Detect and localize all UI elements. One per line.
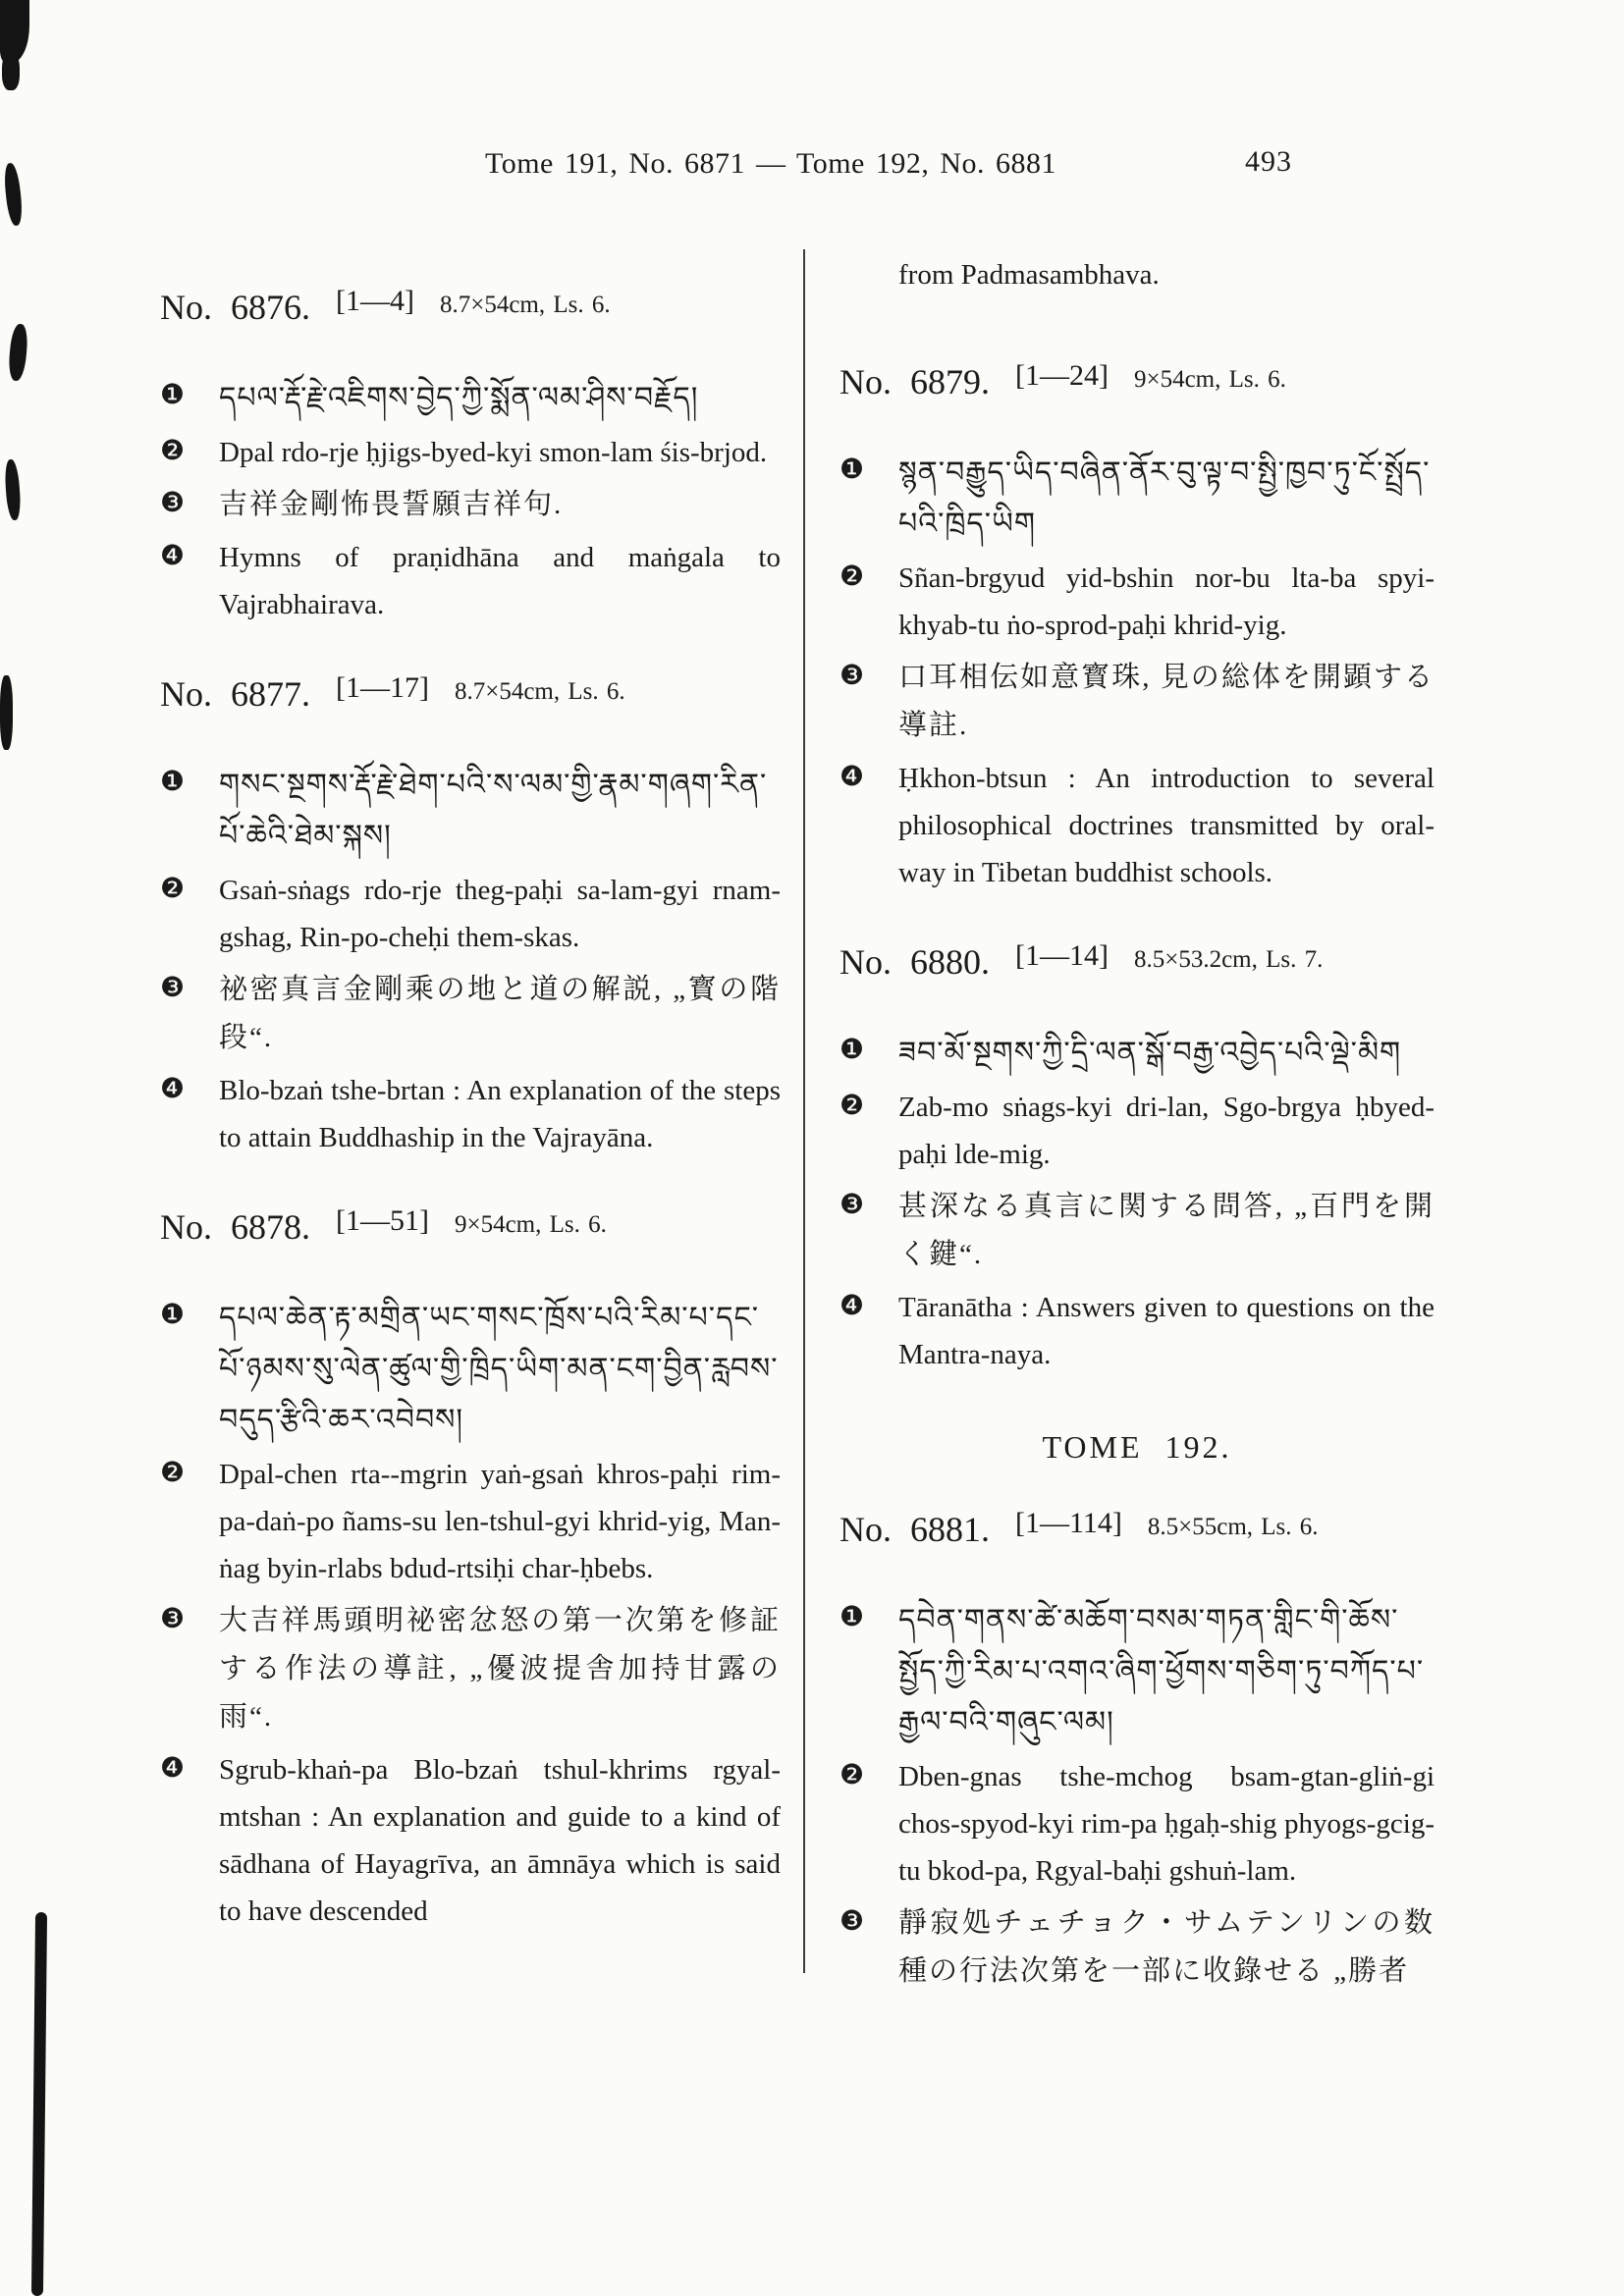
- item-number-icon: ❹: [160, 1751, 186, 1784]
- item-number-icon: ❷: [839, 1758, 865, 1790]
- item-text: Dpal rdo-rje ḥjigs-byed-kyi smon-lam śis-brjod.: [219, 437, 768, 468]
- item-number-icon: ❶: [839, 1033, 865, 1065]
- page-header-title: Tome 191, No. 6871 — Tome 192, No. 6881: [484, 147, 1057, 180]
- item-number-icon: ❹: [839, 1289, 865, 1321]
- item-text: དཔལ་ཆེན་རྟ་མགྲིན་ཡང་གསང་ཁྲོས་པའི་རིམ་པ་དང་པོ་ཉམས་སུ་ལེན་ཚུལ་གྱི་ཁྲིད་ཡིག་མན་ངག་བྱིན་རླབས་བདུད་རྩིའི་ཆར་འབེབས།: [219, 1302, 779, 1436]
- entry-number: No. 6877.: [160, 674, 310, 714]
- entry-item: [160, 867, 781, 961]
- item-number-icon: ❸: [160, 486, 186, 518]
- item-text: Dpal-chen rta--mgrin yaṅ-gsaṅ khros-paḥi rim-pa-daṅ-po ñams-su len-tshul-gyi khrid-yig, Man-ṅag byin-rlabs bdud-rtsiḥi char-ḥbebs.: [219, 1459, 781, 1584]
- item-text: 靜寂処チェチョク・サムテンリンの数種の行法次第を一部に收錄せる „勝者: [898, 1907, 1435, 1987]
- column-divider: [803, 249, 805, 1973]
- entry-item: [160, 1597, 781, 1741]
- entry-header: [839, 1509, 1435, 1550]
- entry-item: [160, 1746, 781, 1935]
- page-number: 493: [1245, 145, 1292, 178]
- entry-item: [839, 1084, 1435, 1178]
- entry-size: 8.7×54cm, Ls. 6.: [439, 292, 611, 318]
- entry-item: [160, 966, 781, 1062]
- item-text: དཔལ་རྡོ་རྗེ་འཇིགས་བྱེད་ཀྱི་སྨོན་ལམ་ཤིས་བརྗོད།: [219, 382, 699, 414]
- entry-item: [160, 534, 781, 628]
- entry-leaf-range: [1—4]: [336, 285, 414, 317]
- item-number-icon: ❶: [160, 765, 186, 797]
- binding-mark: [4, 459, 22, 521]
- item-text: Dben-gnas tshe-mchog bsam-gtan-gliṅ-gi chos-spyod-kyi rim-pa ḥgaḥ-shig phyogs-gcig-tu bkod-pa, Rgyal-baḥi gshuṅ-lam.: [898, 1761, 1435, 1887]
- catalog-entry: [839, 1509, 1435, 1996]
- item-number-icon: ❶: [160, 378, 186, 410]
- entry-size: 8.5×55cm, Ls. 6.: [1147, 1514, 1319, 1540]
- item-number-icon: ❶: [160, 1298, 186, 1330]
- entry-items: [839, 448, 1435, 896]
- item-text: སྙན་བརྒྱུད་ཡིད་བཞིན་ནོར་བུ་ལྟ་བ་སྤྱི་ཁྱབ་ཏུ་ངོ་སྤྲོད་པའི་ཁྲིད་ཡིག: [898, 456, 1431, 540]
- entry-number: No. 6881.: [839, 1510, 990, 1549]
- tome-heading: TOME 192.: [1042, 1429, 1232, 1465]
- entry-item: [160, 481, 781, 529]
- entry-size: 9×54cm, Ls. 6.: [1133, 366, 1286, 393]
- entry-item: [160, 1451, 781, 1592]
- binding-mark: [8, 323, 29, 381]
- entry-item: [160, 373, 781, 424]
- entry-leaf-range: [1—114]: [1015, 1507, 1122, 1539]
- catalog-entry: [839, 941, 1435, 1378]
- entry-header: [160, 1206, 781, 1248]
- entry-items: [160, 1293, 781, 1935]
- entry-item: [839, 1595, 1435, 1748]
- entry-leaf-range: [1—14]: [1015, 939, 1109, 972]
- entry-item: [839, 1284, 1435, 1378]
- item-text: Hymns of praṇidhāna and maṅgala to Vajrabhairava.: [219, 542, 781, 620]
- entry-item: [839, 755, 1435, 896]
- item-text: དབེན་གནས་ཚེ་མཆོག་བསམ་གཏན་གླིང་གི་ཆོས་སྤྱོད་ཀྱི་རིམ་པ་འགའ་ཞིག་ཕྱོགས་གཅིག་ཏུ་བཀོད་པ་རྒྱལ་བའི་གཞུང་ལམ།: [898, 1604, 1425, 1738]
- entry-number: No. 6880.: [839, 942, 990, 982]
- entry-number: No. 6878.: [160, 1207, 310, 1247]
- catalog-entry: [839, 361, 1435, 896]
- entry-item: [839, 654, 1435, 750]
- entry-item: [160, 429, 781, 476]
- entry-number: No. 6879.: [839, 362, 990, 401]
- item-text: ཟབ་མོ་སྔགས་ཀྱི་དྲི་ལན་སྒོ་བརྒྱ་འབྱེད་པའི་ལྡེ་མིག: [898, 1037, 1402, 1069]
- entry-header: [160, 673, 781, 715]
- entry-item: [160, 760, 781, 862]
- item-number-icon: ❹: [160, 1072, 186, 1104]
- entry-leaf-range: [1—24]: [1015, 359, 1109, 392]
- entry-item: [160, 1293, 781, 1446]
- binding-mark: [0, 675, 13, 750]
- binding-mark: [2, 53, 20, 90]
- item-text: 祕密真言金剛乘の地と道の解説, „寳の階段“.: [219, 974, 781, 1053]
- item-number-icon: ❶: [839, 453, 865, 485]
- entry-item: [839, 555, 1435, 649]
- item-text: Gsaṅ-sṅags rdo-rje theg-paḥi sa-lam-gyi rnam-gshag, Rin-po-cheḥi them-skas.: [219, 875, 781, 953]
- item-text: 甚深なる真言に関する問答, „百門を開く鍵“.: [898, 1191, 1435, 1270]
- item-text: 口耳相伝如意寳珠, 見の総体を開顕する導註.: [898, 662, 1435, 741]
- entry-item: [839, 1028, 1435, 1079]
- item-number-icon: ❸: [160, 971, 186, 1003]
- item-number-icon: ❷: [160, 872, 186, 904]
- item-number-icon: ❶: [839, 1600, 865, 1632]
- entry-items: [160, 373, 781, 628]
- column-right: [839, 236, 1435, 2041]
- entry-item: [839, 1753, 1435, 1895]
- catalog-entry: [160, 673, 781, 1161]
- item-text: Ḥkhon-btsun : An introduction to several philosophical doctrines transmitted by oral-way in Tibetan buddhist schools.: [898, 763, 1435, 888]
- item-text: 吉祥金剛怖畏誓願吉祥句.: [219, 489, 564, 520]
- entry-size: 9×54cm, Ls. 6.: [454, 1211, 607, 1238]
- catalog-entry: [160, 1206, 781, 1935]
- item-text: 大吉祥馬頭明祕密忿怒の第一次第を修証する作法の導註, „優波提舎加持甘露の雨“.: [219, 1605, 781, 1733]
- entry-item: [839, 448, 1435, 550]
- entry-item: [160, 1067, 781, 1161]
- entry-number: No. 6876.: [160, 288, 310, 327]
- binding-mark: [31, 1912, 47, 2296]
- entry-header: [160, 287, 781, 328]
- item-number-icon: ❷: [839, 1089, 865, 1121]
- entry-items: [839, 1595, 1435, 1996]
- column-left: [160, 236, 781, 1980]
- item-number-icon: ❹: [160, 539, 186, 571]
- item-text: Sñan-brgyud yid-bshin nor-bu lta-ba spyi-khyab-tu ṅo-sprod-paḥi khrid-yig.: [898, 562, 1435, 641]
- item-text: Zab-mo sṅags-kyi dri-lan, Sgo-brgya ḥbyed-paḥi lde-mig.: [898, 1092, 1435, 1170]
- entry-leaf-range: [1—51]: [336, 1204, 429, 1237]
- entry-items: [839, 1028, 1435, 1378]
- item-text: Blo-bzaṅ tshe-brtan : An explanation of the steps to attain Buddhaship in the Vajrayāna.: [219, 1075, 781, 1153]
- continuation-text: from Padmasambhava.: [898, 259, 1160, 291]
- entry-header: [839, 361, 1435, 402]
- entry-item: [839, 1183, 1435, 1279]
- entry-size: 8.7×54cm, Ls. 6.: [454, 678, 625, 705]
- item-number-icon: ❸: [160, 1602, 186, 1634]
- item-number-icon: ❷: [839, 560, 865, 592]
- entry-item: [839, 1899, 1435, 1996]
- entry-items: [160, 760, 781, 1161]
- item-text: Sgrub-khaṅ-pa Blo-bzaṅ tshul-khrims rgyal-mtshan : An explanation and guide to a kind of sādhana of Hayagrīva, an āmnāya which is said to have descended: [219, 1754, 781, 1927]
- entry-size: 8.5×53.2cm, Ls. 7.: [1133, 946, 1324, 973]
- item-number-icon: ❸: [839, 659, 865, 691]
- item-text: Tāranātha : Answers given to questions on the Mantra-naya.: [898, 1292, 1435, 1370]
- entry-header: [839, 941, 1435, 983]
- entry-leaf-range: [1—17]: [336, 671, 429, 704]
- item-text: གསང་སྔགས་རྡོ་རྗེ་ཐེག་པའི་ས་ལམ་གྱི་རྣམ་གཞག་རིན་པོ་ཆེའི་ཐེམ་སྐས།: [219, 769, 768, 852]
- item-number-icon: ❹: [839, 760, 865, 792]
- catalog-entry: [160, 287, 781, 628]
- item-number-icon: ❸: [839, 1904, 865, 1937]
- item-number-icon: ❸: [839, 1188, 865, 1220]
- item-number-icon: ❷: [160, 434, 186, 466]
- item-number-icon: ❷: [160, 1456, 186, 1488]
